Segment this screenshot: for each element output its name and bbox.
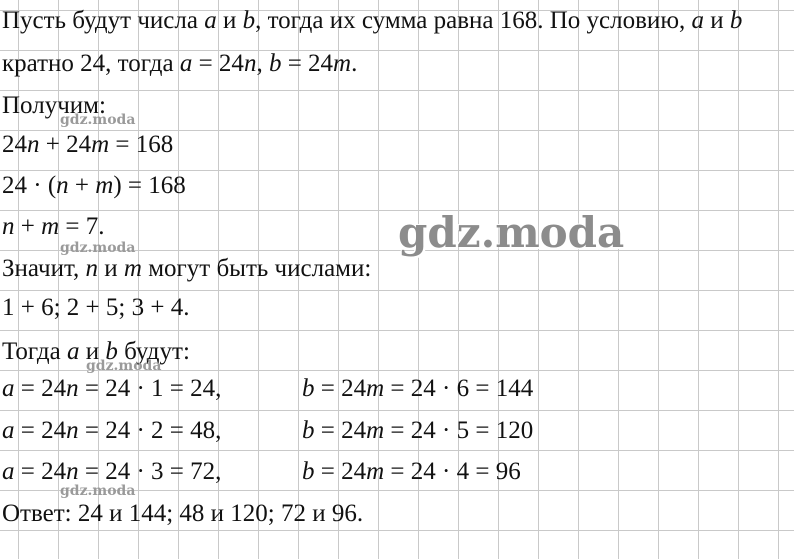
pair-b-3: b = 24m = 24 · 4 = 96 [302,458,521,485]
text-line-6: Тогда a и b будут: [2,338,190,365]
pair-a-3: a = 24n = 24 · 3 = 72, [2,458,222,485]
watermark-small-4: gdz.moda [60,483,136,499]
equation-line-3: n + m = 7. [2,213,105,240]
text-line-5: 1 + 6; 2 + 5; 3 + 4. [2,294,190,321]
pair-a-2: a = 24n = 24 · 2 = 48, [2,417,222,444]
pair-b-2: b = 24m = 24 · 5 = 120 [302,417,534,444]
equation-line-2: 24 · (n + m) = 168 [2,172,186,199]
watermark-large: gdz.moda [398,208,625,257]
answer-line: Ответ: 24 и 144; 48 и 120; 72 и 96. [2,500,364,527]
text-line-4: Значит, n и m могут быть числами: [2,255,372,282]
text-line-1: Пусть будут числа a и b, тогда их сумма равна 168. По условию, a и b [2,7,743,34]
text-line-2: кратно 24, тогда a = 24n, b = 24m. [2,50,358,77]
watermark-small-3: gdz.moda [86,358,162,374]
watermark-small-2: gdz.moda [60,240,136,256]
pair-a-1: a = 24n = 24 · 1 = 24, [2,375,222,402]
pair-b-1: b = 24m = 24 · 6 = 144 [302,375,534,402]
text-line-3: Получим: [2,92,106,119]
watermark-small-1: gdz.moda [60,112,136,128]
equation-line-1: 24n + 24m = 168 [2,131,174,158]
